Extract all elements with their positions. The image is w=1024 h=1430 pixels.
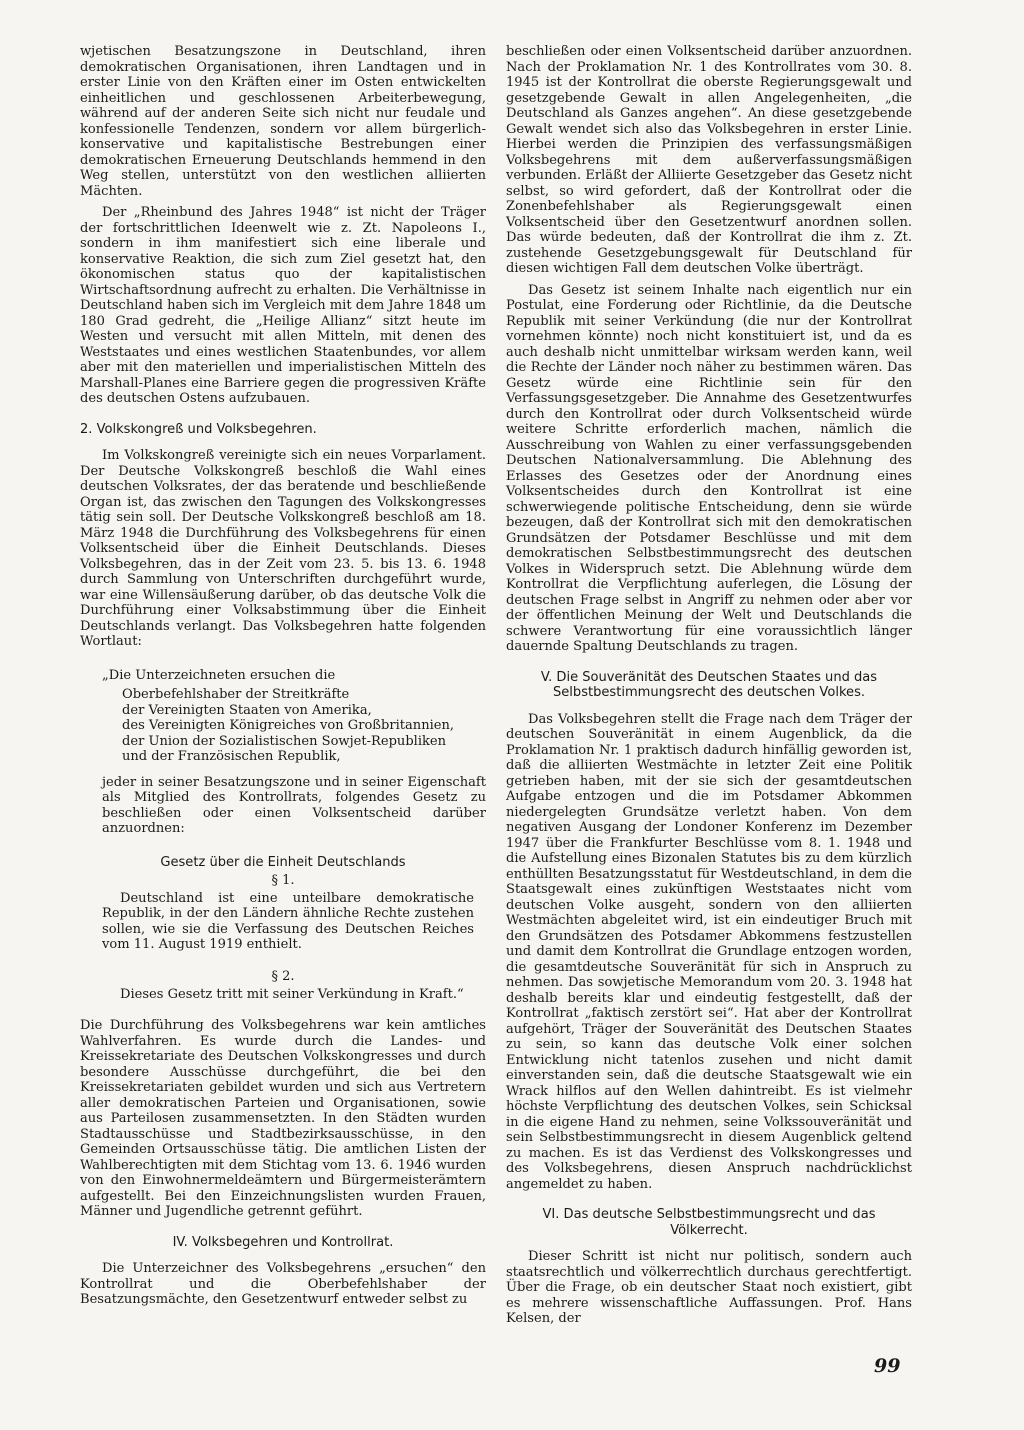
- section-heading: V. Die Souveränität des Deutschen Staates und das Selbstbestimmungsrecht des deutschen Volkes.: [540, 669, 878, 700]
- addressee: Oberbefehlshaber der Streitkräfte: [122, 687, 350, 702]
- section-mark: § 1.: [271, 872, 295, 888]
- section-mark: § 2.: [271, 968, 295, 984]
- addressee: der Union der Sozialistischen Sowjet-Republiken: [122, 733, 447, 749]
- quote-intro: „Die Unterzeichneten ersuchen die: [102, 667, 336, 683]
- section-heading: IV. Volksbegehren und Kontrollrat.: [172, 1234, 394, 1250]
- left-column: [80, 44, 486, 1308]
- paragraph: Im Volkskongreß vereinigte sich ein neues Vorparlament. Der Deutsche Volkskongreß beschloß die Wahl eines deutschen Volksrates, der das beratende und beschließende Organ ist, das zwischen den Tagungen des Volkskongresses tätig sein soll. Der Deutsche Volkskongreß beschloß am 18. März 1948 die Durchführung des Volksbegehrens für einen Volksentscheid über die Einheit Deutschlands. Dieses Volksbegehren, das in der Zeit vom 23. 5. bis 13. 6. 1948 durch Sammlung von Unterschriften durchgeführt wurde, war eine Willensäußerung darüber, ob das deutsche Volk die Durchführung einer Volksabstimmung über die Einheit Deutschlands verlangt. Das Volksbegehren hatte folgenden Wortlaut:: [80, 448, 486, 649]
- addressee: des Vereinigten Königreiches von Großbritannien,: [122, 718, 455, 733]
- quote-body: jeder in seiner Besatzungszone und in seiner Eigenschaft als Mitglied des Kontrollrats, folgendes Gesetz zu beschließen oder einen Volksentscheid darüber anzuordnen:: [102, 774, 486, 836]
- law-paragraph: Deutschland ist eine unteilbare demokratische Republik, in der den Ländern ähnliche Rechte zustehen sollen, wie sie die Verfassung des Deutschen Reiches vom 11. August 1919 enthielt.: [102, 890, 474, 952]
- page-number: 99: [874, 1355, 901, 1377]
- paragraph: beschließen oder einen Volksentscheid darüber anzuordnen. Nach der Proklamation Nr. 1 des Kontrollrates vom 30. 8. 1945 ist der Kontrollrat die oberste Regierungsgewalt und gesetzgebende Gewalt in allen Angelegenheiten, „die Deutschland als Ganzes angehen“. An diese gesetzgebende Gewalt wendet sich also das Volksbegehren in erster Linie. Hierbei werden die Prinzipien des verfassungsmäßigen Volksbegehrens mit dem außerverfassungsmäßigen verbunden. Erläßt der Alliierte Gesetzgeber das Gesetz nicht selbst, so wird gefordert, daß der Kontrollrat oder die Zonenbefehlshaber als Regierungsgewalt einen Volksentscheid über den Gesetzentwurf anordnen sollen. Das würde bedeuten, daß der Kontrollrat die ihm z. Zt. zustehende Gesetzgebungsgewalt für Deutschland für diesen wichtigen Fall dem deutschen Volke überträgt.: [506, 44, 912, 276]
- addressee: und der Französischen Republik,: [122, 749, 341, 764]
- section-heading: 2. Volkskongreß und Volksbegehren.: [80, 421, 317, 437]
- right-column: [506, 44, 912, 1327]
- law-title: Gesetz über die Einheit Deutschlands: [160, 854, 406, 870]
- paragraph: wjetischen Besatzungszone in Deutschland, ihren demokratischen Organisationen, ihren Landtagen und in erster Linie von den Kräften einer im Osten entwickelten einheitlichen und geschlossenen Arbeiterbewegung, während auf der anderen Seite sich nicht nur feudale und konfessionelle Tendenzen, sondern vor allem bürgerlich-konservative und kapitalistische Bestrebungen einer demokratischen Erneuerung Deutschlands hemmend in den Weg stellen, unterstützt von den westlichen alliierten Mächten.: [80, 44, 486, 199]
- paragraph: Das Gesetz ist seinem Inhalte nach eigentlich nur ein Postulat, eine Forderung oder Richtlinie, da die Deutsche Republik mit seiner Verkündung (die nur der Kontrollrat vornehmen könnte) noch nicht konstituiert ist, und da es auch deshalb nicht unmittelbar wirksam werden kann, weil die Rechte der Länder noch näher zu bestimmen wären. Das Gesetz würde eine Richtlinie sein für den Verfassungsgesetzgeber. Die Annahme des Gesetzentwurfes durch den Kontrollrat oder durch Volksentscheid würde weitere Schritte erforderlich machen, nämlich die Ausschreibung von Wahlen zu einer verfassungsgebenden Deutschen Nationalversammlung. Die Ablehnung des Erlasses des Gesetzes oder der Anordnung eines Volksentscheides durch den Kontrollrat ist eine schwerwiegende politische Entscheidung, denn sie würde bezeugen, daß der Kontrollrat sich mit den demokratischen Grundsätzen der Potsdamer Beschlüsse und mit dem demokratischen Selbstbestimmungsrecht des deutschen Volkes in Widerspruch setzt. Die Ablehnung würde dem Kontrollrat die Verpflichtung auferlegen, die Lösung der deutschen Frage selbst in Angriff zu nehmen oder aber vor der öffentlichen Meinung der Welt und Deutschlands die schwere Verantwortung für eine voraussichtlich länger dauernde Spaltung Deutschlands zu tragen.: [506, 282, 912, 654]
- petition-quote: [80, 668, 486, 1003]
- paragraph: Die Unterzeichner des Volksbegehrens „ersuchen“ den Kontrollrat und die Oberbefehlshaber der Besatzungsmächte, den Gesetzentwurf entweder selbst zu: [80, 1261, 486, 1307]
- paragraph: Das Volksbegehren stellt die Frage nach dem Träger der deutschen Souveränität in einem Augenblick, da die Proklamation Nr. 1 praktisch dadurch hinfällig geworden ist, daß die alliierten Westmächte in letzter Zeit eine Politik getrieben haben, mit der sie sich der gesamtdeutschen Aufgabe entzogen und die im Potsdamer Abkommen niedergelegten Grundsätze verletzt haben. Von dem negativen Ausgang der Londoner Konferenz im Dezember 1947 über die Frankfurter Beschlüsse vom 8. 1. 1948 und die Aufstellung eines Bizonalen Statutes bis zu dem kürzlich enthüllten Besatzungsstatut für Westdeutschland, in dem die Staatsgewalt eines zukünftigen Weststaates nicht vom deutschen Volke ausgeht, sondern von den alliierten Westmächten abgeleitet wird, ist ein eindeutiger Bruch mit den Grundsätzen des Potsdamer Abkommens festzustellen und damit dem Kontrollrat die Grundlage entzogen worden, die gesamtdeutsche Souveränität für sich in Anspruch zu nehmen. Das sowjetische Memorandum vom 20. 3. 1948 hat deshalb bereits klar und eindeutig festgestellt, daß der Kontrollrat „faktisch zerstört sei“. Hat aber der Kontrollrat aufgehört, Träger der Souveränität des Deutschen Staates zu sein, so kann das deutsche Volk einer solchen Entwicklung nicht tatenlos zusehen und nicht damit einverstanden sein, daß die deutsche Staatsgewalt wie ein Wrack hilflos auf den Wellen dahintreibt. Es ist vielmehr höchste Verpflichtung des deutschen Volkes, sein Schicksal in die eigene Hand zu nehmen, seine Volkssouveränität und sein Selbstbestimmungsrecht in diesem Augenblick geltend zu machen. Es ist das Verdienst des Volkskongresses und des Volksbegehrens, diesen Anspruch nachdrücklichst angemeldet zu haben.: [506, 711, 912, 1192]
- paragraph: Dieser Schritt ist nicht nur politisch, sondern auch staatsrechtlich und völkerrechtlich durchaus gerechtfertigt. Über die Frage, ob ein deutscher Staat noch existiert, gibt es mehrere wissenschaftliche Auffassungen. Prof. Hans Kelsen, der: [506, 1249, 912, 1326]
- paragraph: Die Durchführung des Volksbegehrens war kein amtliches Wahlverfahren. Es wurde durch die Landes- und Kreissekretariate des Deutschen Volkskongresses und durch besondere Ausschüsse durchgeführt, die bei den Kreissekretariaten gebildet wurden und sich aus Vertretern aller demokratischen Parteien und Organisationen, sowie aus Parteilosen zusammensetzten. In den Städten wurden Stadtausschüsse und Stadtbezirksausschüsse, in den Gemeinden Ortsausschüsse tätig. Die amtlichen Listen der Wahlberechtigten mit dem Stichtag vom 13. 6. 1946 wurden von den Einwohnermeldeämtern und Bürgermeisterämtern aufgestellt. Bei den Einzeichnungslisten wurden Frauen, Männer und Jugendliche getrennt geführt.: [80, 1018, 486, 1219]
- section-heading: VI. Das deutsche Selbstbestimmungsrecht und das Völkerrecht.: [542, 1207, 876, 1238]
- addressee: der Vereinigten Staaten von Amerika,: [122, 702, 372, 718]
- paragraph: Der „Rheinbund des Jahres 1948“ ist nicht der Träger der fortschrittlichen Ideenwelt wie z. Zt. Napoleons I., sondern in ihm manifestiert sich eine liberale und konservative Reaktion, die sich zum Ziel gesetzt hat, den ökonomischen status quo der kapitalistischen Wirtschaftsordnung aufrecht zu erhalten. Die Verhältnisse in Deutschland haben sich im Vergleich mit dem Jahre 1848 um 180 Grad gedreht, die „Heilige Allianz“ sitzt heute im Westen und versucht mit allen Mitteln, mit denen des Weststaates und eines westlichen Staatenbundes, vor allem aber mit den materiellen und imperialistischen Mitteln des Marshall-Planes eine Barriere gegen die progressiven Kräfte des deutschen Ostens aufzubauen.: [80, 205, 486, 406]
- addressee-list: [122, 687, 486, 765]
- law-paragraph: Dieses Gesetz tritt mit seiner Verkündung in Kraft.“: [120, 986, 464, 1002]
